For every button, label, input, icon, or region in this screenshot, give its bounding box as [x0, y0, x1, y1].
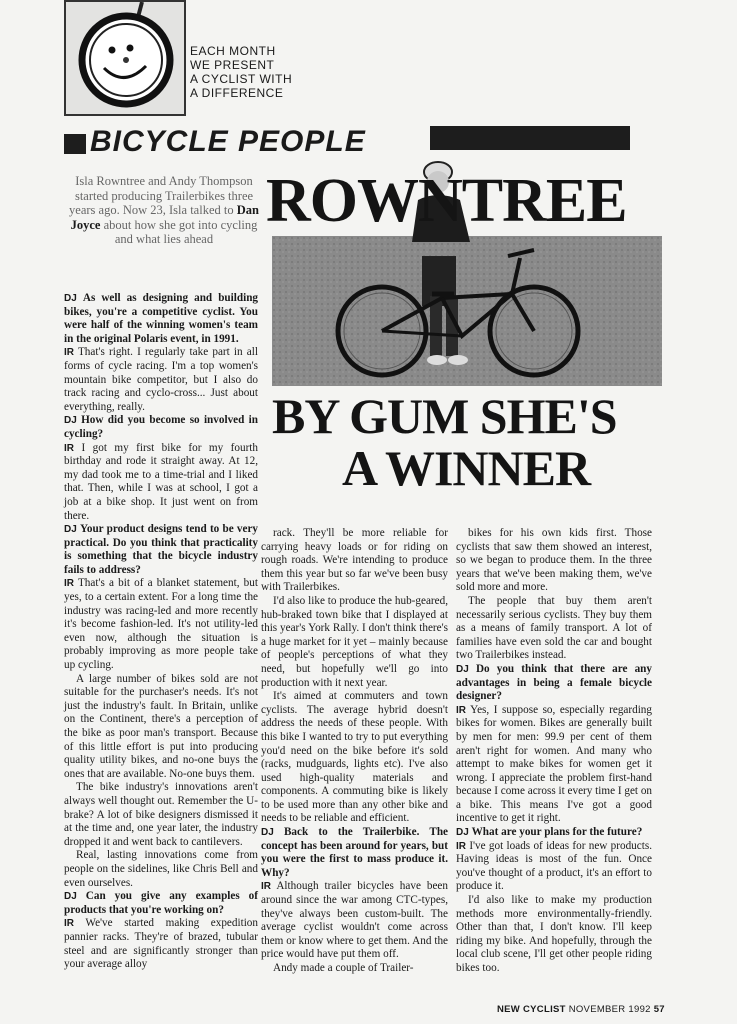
article-column-3 [456, 527, 652, 976]
article-paragraph [64, 414, 258, 441]
article-paragraph [261, 826, 448, 880]
headline-winner: A WINNER [342, 440, 591, 496]
footer-issue: NOVEMBER 1992 [568, 1004, 651, 1015]
article-paragraph [456, 663, 652, 704]
speaker-label: IR [456, 840, 466, 852]
answer-text: We've started making expedition pannier racks. They're of brazed, tubular steel and are significantly stronger than your average alloy [64, 917, 258, 971]
article-paragraph [64, 346, 258, 414]
speaker-label: IR [64, 442, 74, 454]
speaker-label: IR [261, 881, 271, 893]
question-text: Back to the Trailerbike. The concept has been around for years, but you were the first to mass produce it. Why? [261, 826, 449, 879]
column-1-paragraphs [64, 292, 258, 972]
article-paragraph [456, 894, 652, 976]
article-paragraph [456, 826, 652, 840]
page-footer [497, 1004, 665, 1015]
answer-text: The people that buy them aren't necessarily serious cyclists. They buy them as a means of family transport. A lot of families have even sold the car and bought two Trailerbikes instead. [456, 594, 652, 662]
question-text: What are your plans for the future? [471, 826, 643, 839]
title-bar-left [64, 134, 86, 154]
intro-text: Isla Rowntree and Andy Thompson started producing Trailerbikes three years ago. Now 23, Isla talked to [69, 174, 254, 217]
cyclist-photo [272, 236, 662, 386]
tagline-line: A DIFFERENCE [190, 86, 284, 100]
speaker-label: DJ [64, 415, 77, 427]
question-text: Can you give any examples of products that you're working on? [64, 890, 258, 916]
article-paragraph [64, 292, 258, 346]
answer-text: It's aimed at commuters and town cyclists. The average hybrid doesn't address the needs of these people. With this bike I wanted to try to put everything you'd need on the bike before it's sold (racks, mudguards, lights etc). I've also used high-quality materials and components. A commuting bike is likely to be used more than any other bike and needs to be reliable and efficient. [261, 690, 448, 825]
headline-rowntree: ROWNTREE [266, 167, 627, 235]
answer-text: That's right. I regularly take part in all forms of cycle racing. I'm a top women's mountain bike competitor, but I also do track racing and cyclo-cross... Just about everything, really. [64, 346, 258, 413]
section-title: BICYCLE PEOPLE [90, 125, 366, 158]
answer-text: That's a bit of a blanket statement, but yes, to a certain extent. For a long time the industry was racing-led and more recently it's become fashion-led. It's not utility-led even now, although the situation is probably improving as more people take up cycling. [64, 577, 258, 672]
question-text: As well as designing and building bikes, you're a competitive cyclist. You were half of the winning women's team in the original Polaris event, in 1991. [64, 292, 259, 345]
wheel-face-icon [66, 2, 184, 114]
answer-text: Real, lasting innovations come from people on the sidelines, like Chris Bell and even ourselves. [64, 849, 258, 889]
article-paragraph [456, 704, 652, 826]
answer-text: A large number of bikes sold are not suitable for the purchaser's needs. It's not just the industry's fault. In Britain, unlike on the Continent, there's a perception of the bike as poor man's transport. Because of this little effort is put into producing quality utility bikes, and no-one buys the ones that are available. No-one buys them. [64, 672, 258, 780]
intro-blurb [66, 174, 262, 247]
answer-text: I've got loads of ideas for new products. Having ideas is most of the fun. Once you've thought of a product, it's an effort to produce it. [456, 839, 652, 893]
answer-text: I got my first bike for my fourth birthday and rode it straight away. At 12, my dad took me to a time-trial and I liked that. Then, while I was at school, I got a job at a bike shop. It just went on from there. [64, 441, 259, 522]
article-paragraph [456, 595, 652, 663]
article-column-2 [261, 527, 448, 976]
tagline-line: A CYCLIST WITH [190, 72, 293, 86]
article-paragraph [456, 527, 652, 595]
speaker-label: DJ [456, 827, 469, 839]
speaker-label: DJ [261, 827, 274, 839]
article-paragraph [456, 840, 652, 894]
title-bar-right [430, 126, 630, 150]
answer-text: Andy made a couple of Trailer- [273, 962, 414, 974]
tagline-line: WE PRESENT [190, 58, 275, 72]
speaker-label: DJ [64, 293, 77, 304]
intro-author: Dan Joyce [70, 203, 259, 232]
article-paragraph [64, 523, 258, 577]
speaker-label: IR [64, 578, 74, 590]
speaker-label: DJ [64, 524, 77, 536]
article-paragraph [261, 527, 448, 595]
article-paragraph [64, 917, 258, 971]
question-text: How did you become so involved in cycling? [64, 414, 258, 440]
answer-text: I'd also like to produce the hub-geared, hub-braked town bike that I displayed at this year's York Rally. I don't think there's a huge market for it yet – mainly because of people's perceptions of what they need, but hopefully we'll go into production with it next year. [261, 594, 448, 689]
speaker-label: DJ [456, 663, 469, 675]
speaker-label: IR [64, 347, 74, 359]
article-paragraph [64, 673, 258, 782]
column-2-paragraphs [261, 527, 448, 976]
article-paragraph [64, 577, 258, 672]
article-paragraph [261, 880, 448, 962]
column-3-paragraphs [456, 527, 652, 976]
answer-text: bikes for his own kids first. Those cyclists that saw them showed an interest, so we began to produce them. In the three years that we've been making them, we've sold more and more. [456, 527, 652, 594]
footer-magazine: NEW CYCLIST [497, 1004, 566, 1015]
answer-text: Although trailer bicycles have been around since the war among CTC-types, they've always been custom-built. The average cyclist wouldn't come across them or know where to get them. And the price would have put them off. [261, 880, 448, 961]
article-paragraph [261, 690, 448, 826]
article-paragraph [64, 890, 258, 917]
tagline-line: EACH MONTH [190, 44, 276, 58]
answer-text: The bike industry's innovations aren't always well thought out. Remember the U-brake? A lot of bike designers dismissed it at the time and, one year later, the industry dropped it and went back to cantilevers. [64, 781, 258, 848]
article-paragraph [64, 781, 258, 849]
answer-text: I'd also like to make my production methods more environmentally-friendly. Other than that, I don't know. I'll keep riding my bike. And hopefully, through the local club scene, I'll get other people riding bikes too. [456, 894, 652, 974]
article-column-1 [64, 292, 258, 972]
smiling-wheel-logo [64, 0, 186, 116]
speaker-label: IR [64, 918, 74, 930]
question-text: Do you think that there are any advantages in being a female bicycle designer? [456, 662, 652, 703]
footer-page: 57 [653, 1004, 665, 1015]
headline-by-gum: BY GUM SHE'S [272, 388, 617, 444]
article-paragraph [261, 595, 448, 690]
speaker-label: IR [456, 704, 466, 716]
answer-text: rack. They'll be more reliable for carrying heavy loads or for riding on rough roads. We're intending to produce them this year but so far we've been busy with Trailerbikes. [261, 527, 448, 594]
answer-text: Yes, I suppose so, especially regarding bikes for women. Bikes are generally built by men for men: 99.9 per cent of them aren't right for women. And many who attempt to make bikes for women get it wrong. I appreciate the problem first-hand because I come across it every time I get on a bike. This means I've got a good incentive to get it right. [456, 703, 653, 825]
speaker-label: DJ [64, 891, 77, 903]
series-tagline [190, 44, 320, 100]
article-paragraph [261, 962, 448, 976]
article-paragraph [64, 442, 258, 524]
intro-text-end: about how she got into cycling and what lies ahead [103, 217, 258, 246]
question-text: Your product designs tend to be very practical. Do you think that practicality is something that the bicycle industry fails to address? [64, 523, 258, 576]
article-paragraph [64, 849, 258, 890]
